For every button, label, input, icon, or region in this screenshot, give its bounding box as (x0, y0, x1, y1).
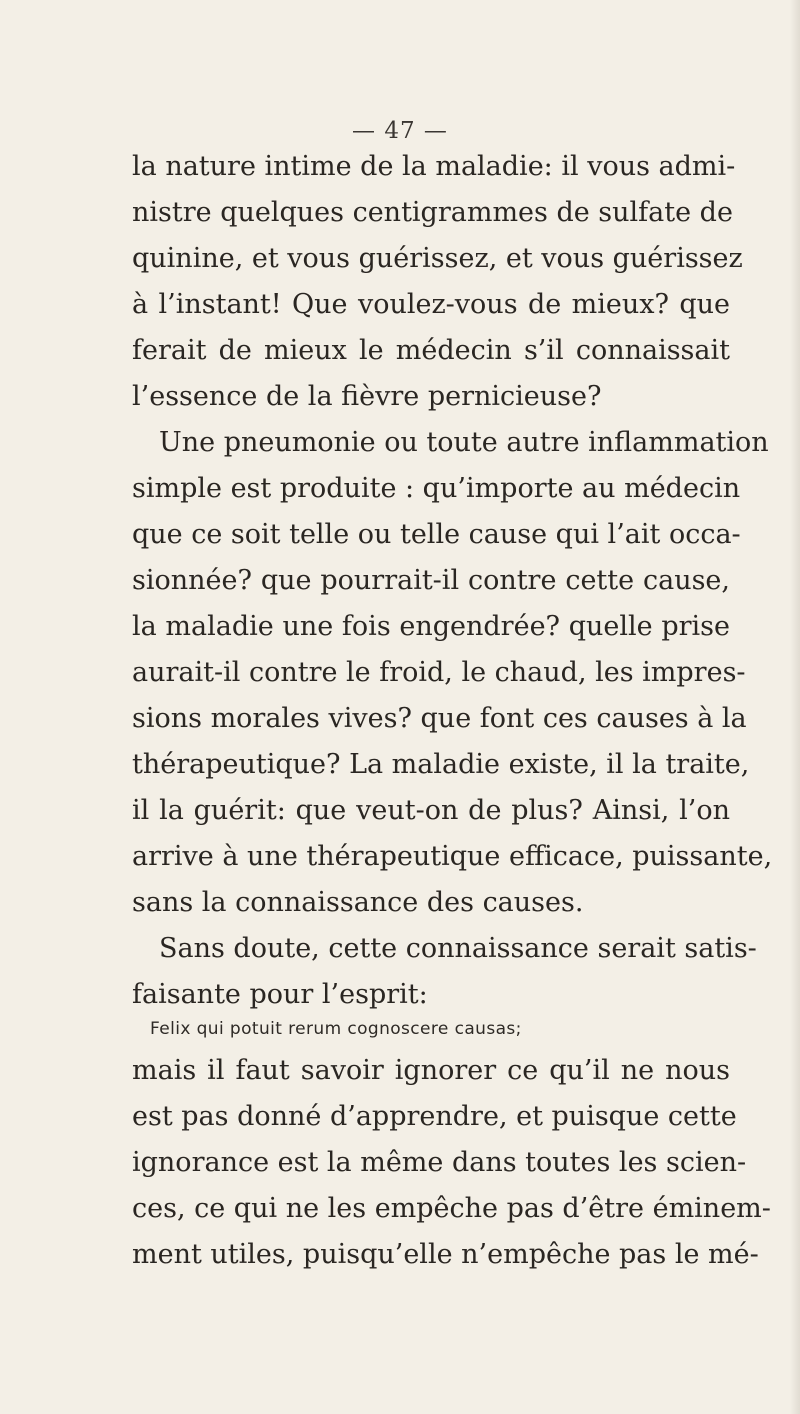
paragraph-start-line: Une pneumonie ou toute autre inflammation (159, 427, 769, 458)
text-line: sans la connaissance des causes. (132, 887, 584, 918)
text-line: la nature intime de la maladie: il vous admi- (132, 151, 736, 182)
paragraph-start-line: Sans doute, cette connaissance serait satis- (159, 933, 757, 964)
text-line: sions morales vives? que font ces causes à la (132, 703, 747, 734)
text-line: à l’instant! Que voulez-vous de mieux? que (132, 289, 730, 320)
text-line: la maladie une fois engendrée? quelle prise (132, 611, 730, 642)
text-line: faisante pour l’esprit: (132, 979, 428, 1010)
text-line: il la guérit: que veut-on de plus? Ainsi, l’on (132, 795, 730, 826)
text-line: sionnée? que pourrait-il contre cette cause, (132, 565, 730, 596)
text-line: que ce soit telle ou telle cause qui l’ait occa- (132, 519, 741, 550)
page-edge-shadow (790, 0, 800, 1414)
text-line: thérapeutique? La maladie existe, il la traite, (132, 749, 750, 780)
text-line: simple est produite : qu’importe au médecin (132, 473, 741, 504)
text-line: nistre quelques centigrammes de sulfate de (132, 197, 733, 228)
text-line: est pas donné d’apprendre, et puisque cette (132, 1101, 737, 1132)
text-line: ignorance est la même dans toutes les scien- (132, 1147, 747, 1178)
text-line: ces, ce qui ne les empêche pas d’être éminem- (132, 1193, 771, 1224)
latin-quote: Felix qui potuit rerum cognoscere causas; (150, 1019, 522, 1039)
text-line: l’essence de la fièvre pernicieuse? (132, 381, 602, 412)
text-line: ment utiles, puisqu’elle n’empêche pas le mé- (132, 1239, 759, 1270)
text-line: quinine, et vous guérissez, et vous guérissez (132, 243, 743, 274)
text-line: arrive à une thérapeutique efficace, puissante, (132, 841, 773, 872)
text-line: mais il faut savoir ignorer ce qu’il ne nous (132, 1055, 730, 1086)
page-number: — 47 — (352, 118, 448, 144)
text-line: ferait de mieux le médecin s’il connaissait (132, 335, 730, 366)
text-line: aurait-il contre le froid, le chaud, les impres- (132, 657, 746, 688)
